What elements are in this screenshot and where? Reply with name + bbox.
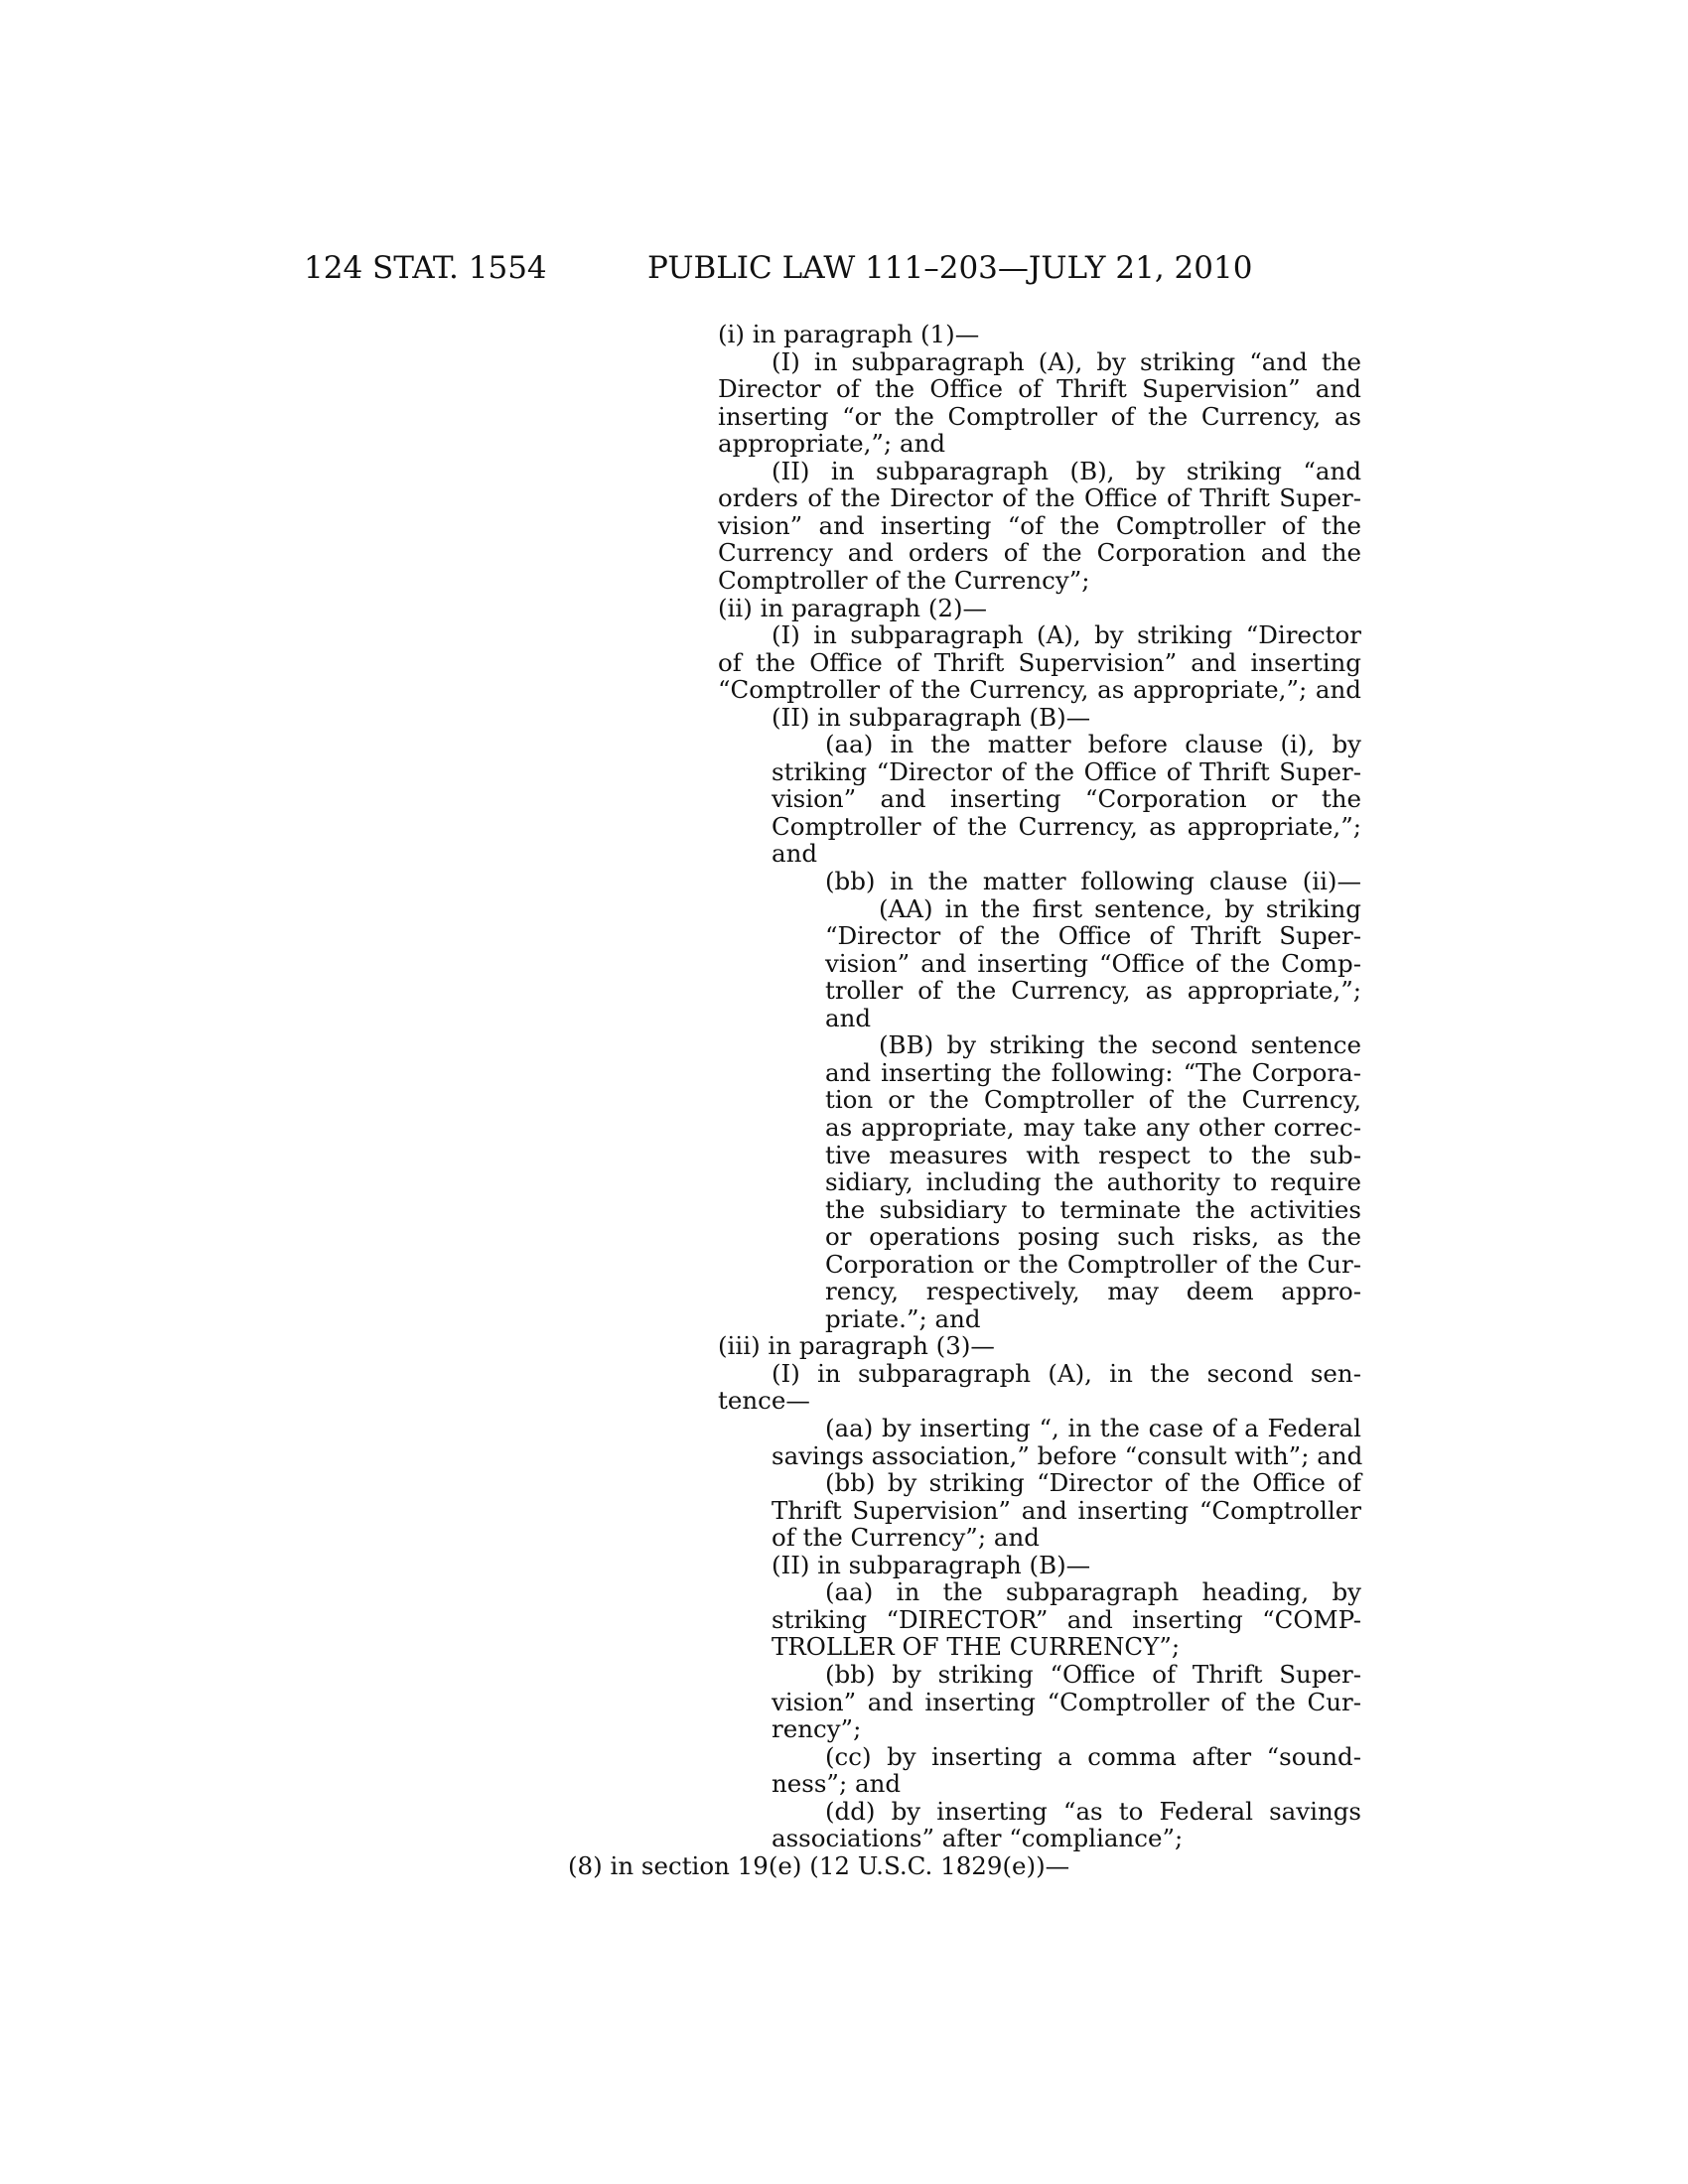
text-line: “Comptroller of the Currency, as appropriate,”; and xyxy=(718,675,1361,705)
text-line: associations” after “compliance”; xyxy=(772,1824,1184,1853)
text-line: (bb) by striking “Director of the Office of xyxy=(825,1468,1361,1498)
text-line: priate.”; and xyxy=(825,1303,981,1333)
text-line: as appropriate, may take any other correc- xyxy=(825,1112,1361,1142)
text-line: the subsidiary to terminate the activities xyxy=(825,1194,1361,1224)
text-line: vision” and inserting “Office of the Comp- xyxy=(825,948,1361,978)
text-line: and xyxy=(772,839,818,869)
text-line: (dd) by inserting “as to Federal savings xyxy=(825,1796,1361,1826)
text-line: (8) in section 19(e) (12 U.S.C. 1829(e))— xyxy=(568,1850,1070,1880)
text-line: and xyxy=(825,1003,872,1032)
text-line: striking “DIRECTOR” and inserting “COMP- xyxy=(772,1604,1361,1634)
text-line: appropriate,”; and xyxy=(718,429,946,459)
text-line: of the Currency”; and xyxy=(772,1523,1040,1553)
statute-page-citation: 124 STAT. 1554 xyxy=(304,250,547,286)
text-line: or operations posing such risks, as the xyxy=(825,1222,1361,1252)
text-line: Comptroller of the Currency, as appropriate,”; xyxy=(772,811,1361,841)
text-line: Thrift Supervision” and inserting “Comptroller xyxy=(772,1495,1361,1525)
text-line: sidiary, including the authority to require xyxy=(825,1167,1361,1197)
text-line: Comptroller of the Currency”; xyxy=(718,565,1090,595)
text-line: (bb) by striking “Office of Thrift Super- xyxy=(825,1659,1361,1689)
text-line: (aa) by inserting “, in the case of a Federal xyxy=(825,1414,1361,1442)
text-line: rency, respectively, may deem appro- xyxy=(825,1277,1361,1306)
text-line: (BB) by striking the second sentence xyxy=(879,1030,1361,1060)
text-line: and inserting the following: “The Corpora- xyxy=(825,1057,1361,1087)
text-line: (AA) in the first sentence, by striking xyxy=(879,893,1361,923)
text-line: (cc) by inserting a comma after “sound- xyxy=(825,1741,1361,1771)
text-line: tion or the Comptroller of the Currency, xyxy=(825,1085,1361,1115)
text-line: (I) in subparagraph (A), in the second sen- xyxy=(772,1358,1361,1388)
text-line: TROLLER OF THE CURRENCY”; xyxy=(772,1632,1181,1662)
text-line: troller of the Currency, as appropriate,”; xyxy=(825,976,1361,1006)
text-line: (II) in subparagraph (B), by striking “and xyxy=(772,456,1361,485)
text-line: rency”; xyxy=(772,1714,862,1744)
text-line: (I) in subparagraph (A), by striking “Director xyxy=(772,620,1361,650)
text-line: ness”; and xyxy=(772,1769,902,1799)
text-line: of the Office of Thrift Supervision” and inserting xyxy=(718,647,1361,677)
public-law-header: PUBLIC LAW 111–203—JULY 21, 2010 xyxy=(647,250,1253,286)
text-line: (aa) in the matter before clause (i), by xyxy=(825,730,1361,759)
text-line: savings association,” before “consult with”; and xyxy=(772,1440,1363,1470)
text-line: striking “Director of the Office of Thrift Super- xyxy=(772,756,1361,786)
text-line: vision” and inserting “Comptroller of the Cur- xyxy=(772,1687,1361,1716)
text-line: Corporation or the Comptroller of the Cur- xyxy=(825,1249,1361,1279)
text-line: orders of the Director of the Office of Thrift Super- xyxy=(718,483,1361,513)
text-line: “Director of the Office of Thrift Super- xyxy=(825,921,1361,951)
text-line: vision” and inserting “of the Comptroller of the xyxy=(718,510,1361,540)
text-line: vision” and inserting “Corporation or the xyxy=(772,784,1361,814)
text-line: tive measures with respect to the sub- xyxy=(825,1140,1361,1169)
text-line: (iii) in paragraph (3)— xyxy=(718,1331,995,1361)
text-line: (II) in subparagraph (B)— xyxy=(772,1550,1091,1579)
text-line: Director of the Office of Thrift Supervision” and xyxy=(718,374,1361,404)
text-line: (ii) in paragraph (2)— xyxy=(718,593,988,622)
text-line: (II) in subparagraph (B)— xyxy=(772,702,1091,732)
text-line: (bb) in the matter following clause (ii)— xyxy=(825,867,1361,895)
text-line: (I) in subparagraph (A), by striking “and the xyxy=(772,346,1361,376)
text-line: Currency and orders of the Corporation and the xyxy=(718,538,1361,568)
text-line: (i) in paragraph (1)— xyxy=(718,320,980,348)
text-line: tence— xyxy=(718,1386,810,1416)
text-line: inserting “or the Comptroller of the Currency, as xyxy=(718,401,1361,431)
text-line: (aa) in the subparagraph heading, by xyxy=(825,1577,1361,1607)
